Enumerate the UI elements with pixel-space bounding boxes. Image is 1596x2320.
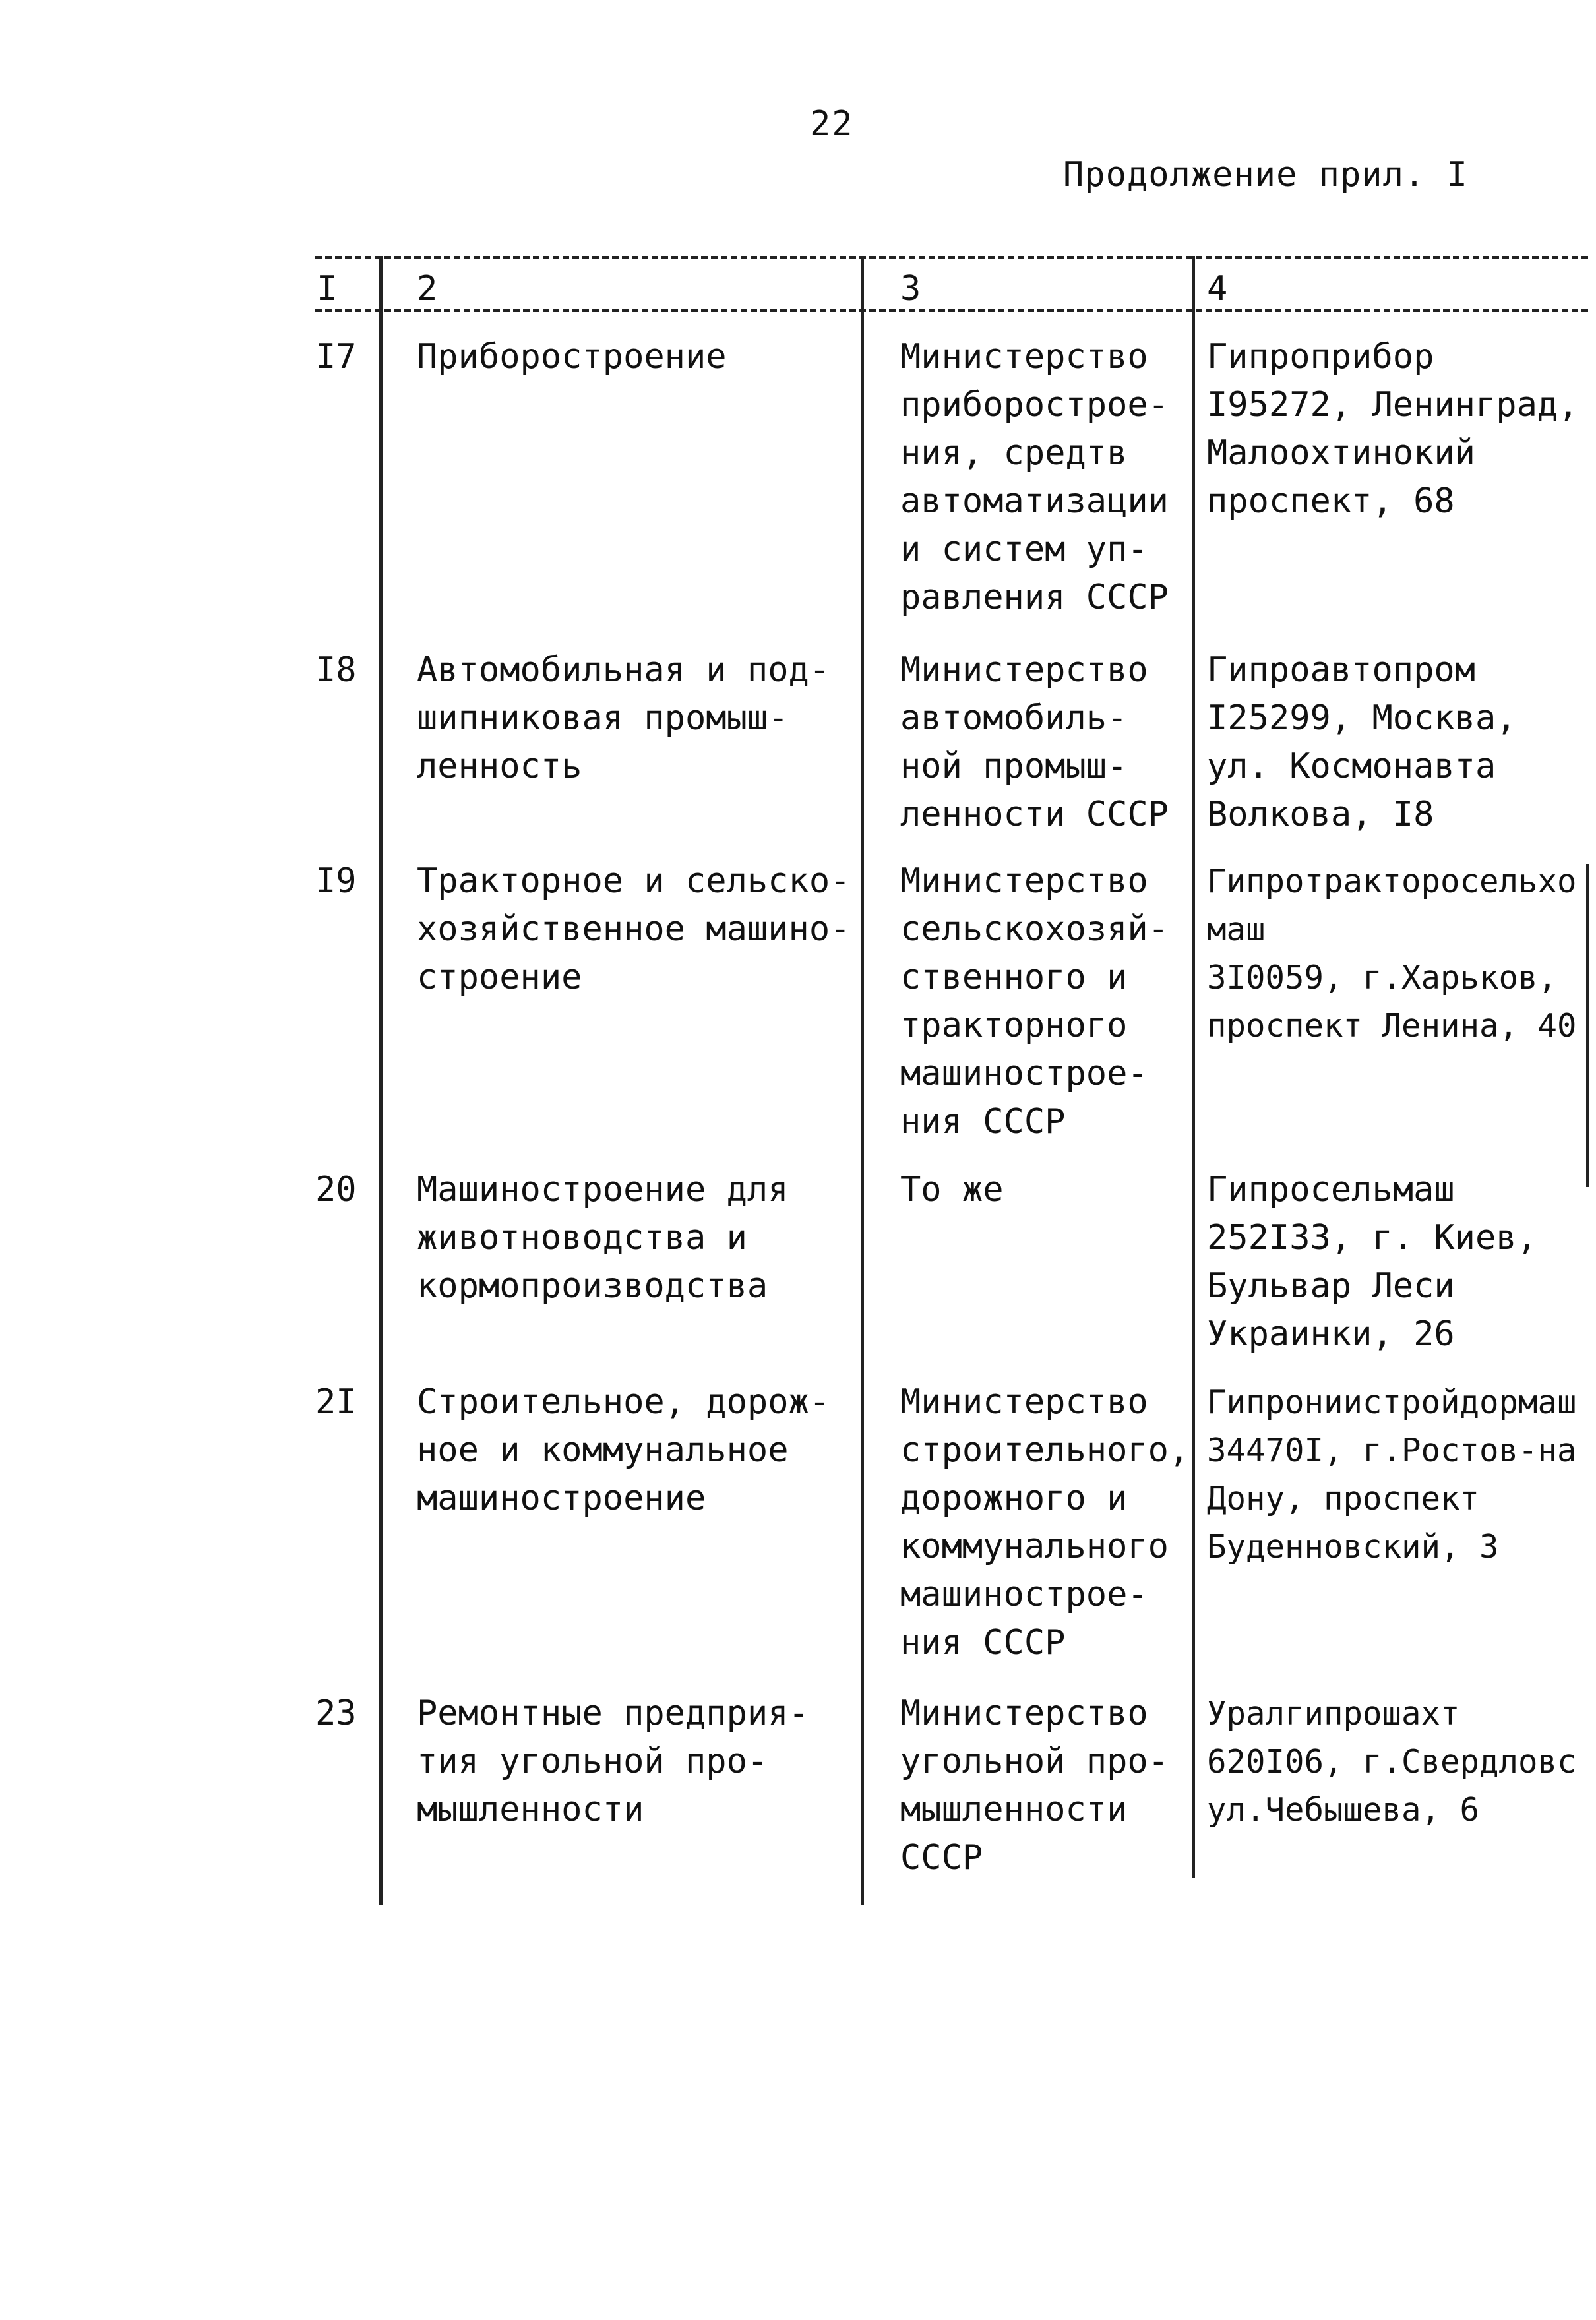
cell-line: Волкова, I8: [1207, 795, 1434, 834]
cell-line: Приборостроение: [417, 337, 727, 377]
cell-line: I25299, Москва,: [1207, 698, 1517, 738]
cell-line: строение: [417, 958, 582, 997]
cell-line: кормопроизводства: [417, 1266, 768, 1306]
industry-cell: [417, 646, 830, 791]
ministry-cell: [900, 1690, 1169, 1882]
cell-line: Уралгипрошахт: [1207, 1695, 1460, 1732]
header-col-3: 3: [900, 269, 921, 309]
column-divider-3: [1192, 256, 1195, 1878]
industry-cell: [417, 1378, 830, 1523]
cell-line: Буденновский, 3: [1207, 1528, 1499, 1566]
cell-line: Тракторное и сельско-: [417, 861, 851, 901]
cell-line: ной промыш-: [900, 747, 1128, 786]
cell-line: машинострое-: [900, 1575, 1148, 1614]
cell-line: мышленности: [417, 1790, 644, 1829]
cell-line: животноводства и: [417, 1218, 747, 1258]
ministry-cell: [900, 857, 1169, 1146]
ministry-cell: [900, 1378, 1189, 1667]
cell-line: ул. Космонавта: [1207, 747, 1496, 786]
cell-line: Гипротракторосельхо: [1207, 863, 1577, 900]
cell-line: угольной про-: [900, 1742, 1169, 1781]
cell-line: тракторного: [900, 1006, 1128, 1045]
cell-line: ленности СССР: [900, 795, 1169, 834]
cell-line: Министерство: [900, 861, 1148, 901]
cell-line: строительного,: [900, 1430, 1190, 1470]
cell-line: ния СССР: [900, 1623, 1066, 1663]
industry-cell: [417, 333, 727, 381]
cell-line: машинострое-: [900, 1054, 1148, 1093]
cell-line: сельскохозяй-: [900, 909, 1169, 949]
industry-cell: [417, 857, 850, 1002]
page-number: 22: [810, 104, 854, 144]
institute-cell: [1207, 333, 1579, 526]
cell-line: ное и коммунальное: [417, 1430, 789, 1470]
cell-line: ния СССР: [900, 1102, 1066, 1142]
cell-line: ул.Чебышева, 6: [1207, 1791, 1480, 1829]
cell-line: Машиностроение для: [417, 1170, 789, 1209]
institute-cell: [1207, 646, 1517, 839]
cell-line: приборострое-: [900, 385, 1169, 425]
cell-line: проспект Ленина, 40: [1207, 1007, 1577, 1045]
cell-line: Гипросельмаш: [1207, 1170, 1455, 1209]
cell-line: Министерство: [900, 1694, 1148, 1733]
row-number: 2I: [315, 1382, 357, 1422]
institute-cell: [1207, 857, 1577, 1050]
cell-line: Министерство: [900, 337, 1148, 377]
cell-line: Строительное, дорож-: [417, 1382, 830, 1422]
cell-line: Автомобильная и под-: [417, 650, 830, 690]
cell-line: тия угольной про-: [417, 1742, 768, 1781]
cell-line: хозяйственное машино-: [417, 909, 851, 949]
cell-line: 620I06, г.Свердловс: [1207, 1743, 1577, 1781]
cell-line: Дону, проспект: [1207, 1480, 1480, 1517]
cell-line: Гипрониистройдормаш: [1207, 1384, 1577, 1421]
row-number: I9: [315, 861, 357, 901]
cell-line: 3I0059, г.Харьков,: [1207, 959, 1558, 996]
cell-line: Гипроприбор: [1207, 337, 1434, 377]
cell-line: мышленности: [900, 1790, 1128, 1829]
column-divider-2: [861, 256, 864, 1905]
header-bottom-rule: [315, 309, 1588, 312]
industry-cell: [417, 1166, 789, 1310]
row-number: I8: [315, 650, 357, 690]
institute-cell: [1207, 1378, 1577, 1571]
header-col-1: I: [317, 269, 338, 309]
continuation-label: Продолжение прил. I: [1063, 155, 1468, 195]
cell-line: Гипроавтопром: [1207, 650, 1475, 690]
row-number: 23: [315, 1694, 357, 1733]
cell-line: коммунального: [900, 1527, 1169, 1566]
row-number: I7: [315, 337, 357, 377]
cell-line: маш: [1207, 911, 1266, 948]
cell-line: и систем уп-: [900, 530, 1148, 569]
cell-line: проспект, 68: [1207, 481, 1455, 521]
institute-cell: [1207, 1166, 1537, 1358]
right-edge-line: [1586, 864, 1589, 1187]
ministry-cell: [900, 333, 1169, 622]
header-col-2: 2: [417, 269, 438, 309]
cell-line: машиностроение: [417, 1479, 706, 1518]
cell-line: 252I33, г. Киев,: [1207, 1218, 1537, 1258]
cell-line: Министерство: [900, 1382, 1148, 1422]
column-divider-1: [379, 256, 383, 1905]
cell-line: равления СССР: [900, 578, 1169, 617]
cell-line: ния, средтв: [900, 433, 1128, 473]
cell-line: Ремонтные предприя-: [417, 1694, 809, 1733]
institute-cell: [1207, 1690, 1577, 1834]
header-col-4: 4: [1207, 269, 1228, 309]
cell-line: 34470I, г.Ростов-на: [1207, 1432, 1577, 1469]
cell-line: I95272, Ленинград,: [1207, 385, 1579, 425]
row-number: 20: [315, 1170, 357, 1209]
cell-line: Малоохтинокий: [1207, 433, 1475, 473]
ministry-cell: [900, 1166, 1004, 1214]
cell-line: автоматизации: [900, 481, 1169, 521]
cell-line: шипниковая промыш-: [417, 698, 789, 738]
cell-line: То же: [900, 1170, 1004, 1209]
cell-line: дорожного и: [900, 1479, 1128, 1518]
cell-line: Украинки, 26: [1207, 1314, 1455, 1354]
cell-line: автомобиль-: [900, 698, 1128, 738]
cell-line: Министерство: [900, 650, 1148, 690]
cell-line: ленность: [417, 747, 582, 786]
header-top-rule: [315, 256, 1588, 259]
cell-line: ственного и: [900, 958, 1128, 997]
cell-line: СССР: [900, 1838, 983, 1877]
ministry-cell: [900, 646, 1169, 839]
cell-line: Бульвар Леси: [1207, 1266, 1455, 1306]
industry-cell: [417, 1690, 809, 1834]
